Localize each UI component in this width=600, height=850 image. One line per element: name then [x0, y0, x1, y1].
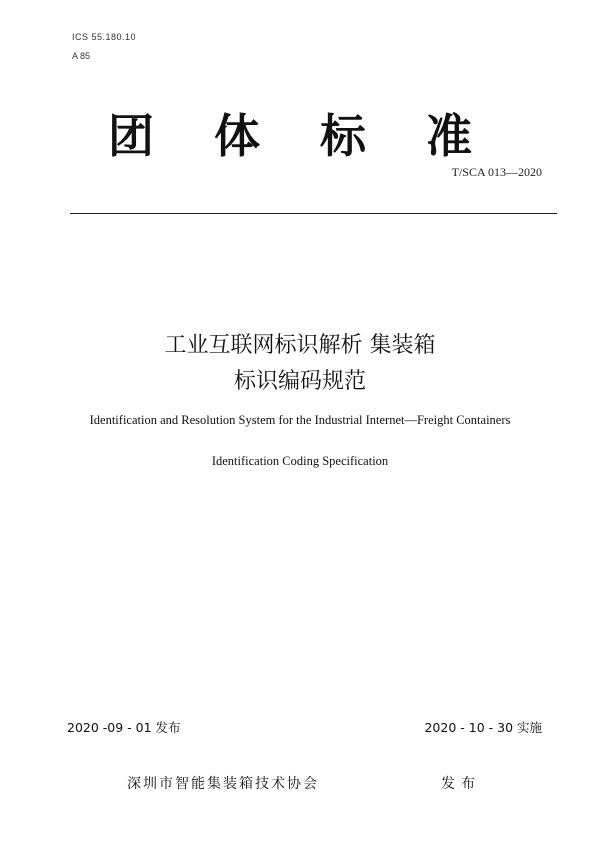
standard-number: T/SCA 013—2020: [451, 165, 542, 179]
title-chinese-line-1: 工业互联网标识解析 集装箱: [164, 333, 436, 358]
title-english-line-2: Identification Coding Specification: [211, 454, 389, 468]
standard-type-heading: 团体标准: [108, 109, 532, 163]
ics-code: ICS 55.180.10: [72, 32, 137, 42]
header-divider: [70, 213, 557, 214]
title-chinese-line-2: 标识编码规范: [233, 369, 366, 394]
publish-date: 2020 -09 - 01 发布: [67, 720, 181, 735]
issue-label: 发布: [441, 776, 481, 792]
issuing-organization: 深圳市智能集装箱技术协会: [127, 776, 319, 792]
title-english-line-1: Identification and Resolution System for the Industrial Internet—Freight Containers: [89, 413, 511, 427]
implementation-date: 2020 - 10 - 30 实施: [424, 720, 542, 735]
ccs-code: A 85: [72, 51, 91, 61]
